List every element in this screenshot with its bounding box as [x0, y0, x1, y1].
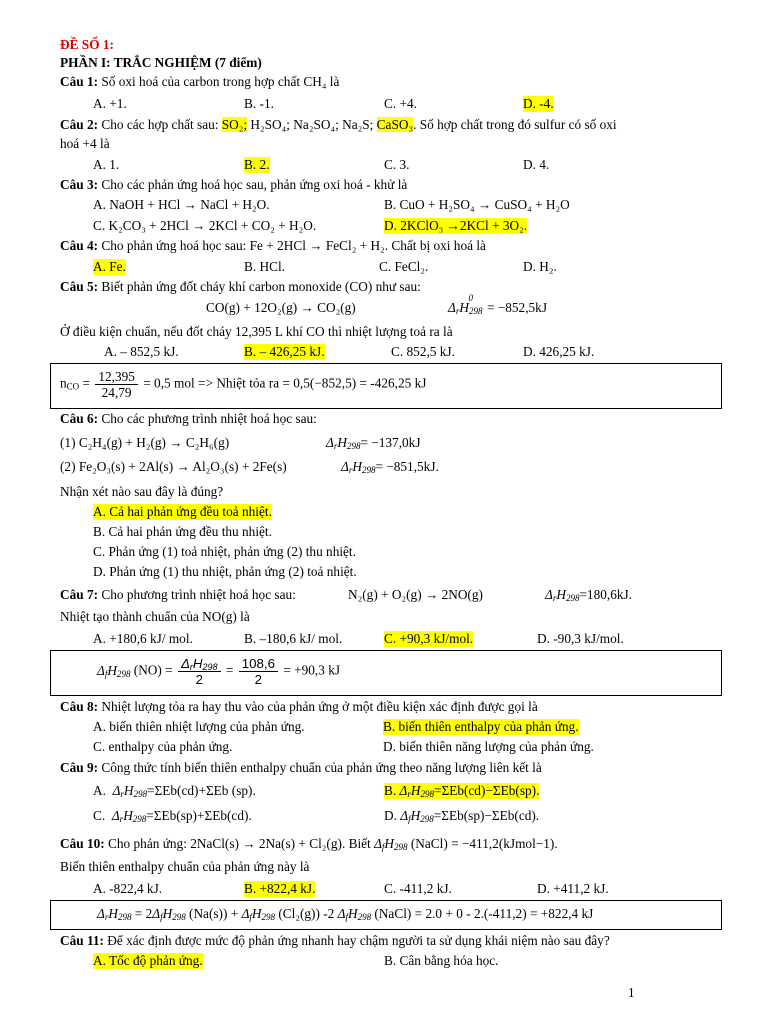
- question-label: Câu 10:: [60, 836, 105, 851]
- q4-option-b: B. HCl.: [244, 259, 286, 274]
- question-6: [60, 411, 317, 427]
- q6-reaction-2-enthalpy: $\Delta_rH_{298}= -851,5kJ$.: [341, 459, 439, 475]
- q2-line2: hoá +4 là: [60, 136, 110, 151]
- question-label: Câu 8:: [60, 699, 99, 714]
- q9-option-b: B. $\Delta_rH_{298}=\Sigma Eb(cd)-\Sigma Eb(sp)$.: [384, 783, 540, 799]
- q10-solution: $\Delta_rH_{298} = 2\Delta_fH_{298}$ $(Na(s)) + \Delta_fH_{298}$ (Cl₂(g)) -2 $\Delta_fH_{298}$ (NaCl) = 2.0 + 0 - 2.(-411,2) = +822,4 kJ: [97, 906, 594, 922]
- question-3: [60, 177, 407, 193]
- question-text: Nhiệt lượng tỏa ra hay thu vào của phản ứng ở một điều kiện xác định được gọi là: [101, 699, 538, 714]
- question-7: [60, 587, 296, 603]
- question-2: [60, 117, 617, 133]
- q2-option-b: B. 2.: [244, 157, 270, 172]
- question-text: Cho các phương trình nhiệt hoá học sau:: [101, 411, 317, 426]
- q11-option-b: B. Cân bằng hóa học.: [384, 953, 499, 968]
- q10-known: (NaCl) = −411,2(kJmol−1).: [410, 836, 558, 851]
- q4-option-d: D. H₂.: [523, 259, 557, 274]
- exam-title: ĐỀ SỐ 1:: [60, 37, 114, 52]
- q2-option-c: C. 3.: [384, 157, 410, 172]
- q7-option-d: D. -90,3 kJ/mol.: [537, 631, 624, 646]
- question-text-tail: . Số hợp chất trong đó sulfur có số oxi: [413, 117, 617, 132]
- q6-option-c: C. Phản ứng (1) toả nhiệt, phản ứng (2) thu nhiệt.: [93, 544, 356, 559]
- q10-option-a: A. -822,4 kJ.: [93, 881, 163, 896]
- question-label: Câu 11:: [60, 933, 104, 948]
- q8-option-b: B. biến thiên enthalpy của phản ứng.: [383, 719, 579, 734]
- q6-reaction-1-enthalpy: $\Delta_rH_{298}= -137,0kJ$: [326, 435, 421, 451]
- q3-option-b: B. CuO + H₂SO₄ → CuSO₄ + H₂O: [384, 197, 570, 212]
- q7-option-c: C. +90,3 kJ/mol.: [384, 631, 474, 646]
- q4-option-c: C. FeCl₂.: [379, 259, 429, 274]
- q2-option-d: D. 4.: [523, 157, 550, 172]
- q5-option-c: C. 852,5 kJ.: [391, 344, 455, 359]
- page-number: 1: [628, 985, 635, 1000]
- question-text: Số oxi hoá của carbon trong hợp chất CH₄ là: [101, 74, 340, 89]
- q1-option-a: A. +1.: [93, 96, 127, 111]
- q1-option-c: C. +4.: [384, 96, 417, 111]
- question-label: Câu 2:: [60, 117, 99, 132]
- question-label: Câu 5:: [60, 279, 99, 294]
- question-8: [60, 699, 538, 715]
- q6-reaction-2: (2) Fe₂O₃(s) + 2Al(s) → Al₂O₃(s) + 2Fe(s): [60, 459, 287, 474]
- q10-option-d: D. +411,2 kJ.: [537, 881, 609, 896]
- question-1: [60, 74, 339, 90]
- q2-compound-caso3: CaSO₃: [376, 117, 414, 132]
- q1-option-b: B. -1.: [244, 96, 274, 111]
- q5-solution: $n_{CO}$ = $\frac{12,395}{24,79}$ = 0,5 mol => Nhiệt tỏa ra = 0,5(−852,5) = -426,25 kJ: [60, 369, 427, 400]
- q7-option-b: B. –180,6 kJ/ mol.: [244, 631, 343, 646]
- question-4: [60, 238, 486, 254]
- q9-option-c: C. $\Delta_rH_{298}=\Sigma Eb(sp)+\Sigma Eb(cd)$.: [93, 808, 252, 824]
- q10-option-b: B. +822,4 kJ.: [244, 881, 316, 896]
- question-label: Câu 3:: [60, 177, 99, 192]
- q7-equation: N₂(g) + O₂(g) → 2NO(g): [348, 587, 483, 602]
- q5-equation: CO(g) + 12O₂(g) → CO₂(g): [206, 300, 356, 315]
- q2-compounds: H₂SO₄; Na₂SO₄; Na₂S;: [250, 117, 374, 132]
- q8-option-c: C. enthalpy của phản ứng.: [93, 739, 233, 754]
- q4-option-a: A. Fe.: [93, 259, 126, 274]
- q6-option-a: A. Cả hai phản ứng đều toả nhiệt.: [93, 504, 272, 519]
- q10-option-c: C. -411,2 kJ.: [384, 881, 452, 896]
- question-text: Cho phương trình nhiệt hoá học sau:: [101, 587, 296, 602]
- q5-option-b: B. – 426,25 kJ.: [244, 344, 325, 359]
- q9-option-a: A. $\Delta_rH_{298}=\Sigma Eb(cd)+\Sigma Eb$ (sp).: [93, 783, 256, 799]
- q6-option-b: B. Cả hai phản ứng đều thu nhiệt.: [93, 524, 272, 539]
- q10-ask: Biến thiên enthalpy chuẩn của phản ứng này là: [60, 859, 310, 874]
- q7-fraction-1: $\frac{\Delta_rH_{298}}{2}$: [178, 656, 221, 687]
- question-label: Câu 6:: [60, 411, 99, 426]
- q6-option-d: D. Phản ứng (1) thu nhiệt, phản ứng (2) toả nhiệt.: [93, 564, 357, 579]
- question-text: Cho phản ứng hoá học sau: Fe + 2HCl → FeCl₂ + H₂. Chất bị oxi hoá là: [101, 238, 486, 253]
- q5-option-d: D. 426,25 kJ.: [523, 344, 595, 359]
- q3-option-c: C. K₂CO₃ + 2HCl → 2KCl + CO₂ + H₂O.: [93, 218, 317, 233]
- q2-option-a: A. 1.: [93, 157, 120, 172]
- q8-option-a: A. biến thiên nhiệt lượng của phản ứng.: [93, 719, 305, 734]
- question-9: [60, 760, 542, 776]
- q3-option-d: D. 2KClO₃ →2KCl + 3O₂.: [384, 218, 528, 233]
- q5-enthalpy: $\Delta_rH_{298}^0= -852,5kJ$: [448, 292, 548, 316]
- question-text: Cho các hợp chất sau:: [101, 117, 219, 132]
- question-11: [60, 933, 610, 949]
- question-label: Câu 4:: [60, 238, 99, 253]
- question-text: Để xác định được mức độ phản ứng nhanh hay chậm người ta sử dụng khái niệm nào sau đây?: [107, 933, 610, 948]
- question-10: Câu 10: Cho phản ứng: 2NaCl(s) → 2Na(s) + Cl₂(g). Biết $\Delta_fH_{298}$ (NaCl) = −411,2(kJmol−1).: [60, 836, 558, 852]
- question-text: Biết phản ứng đốt cháy khí carbon monoxide (CO) như sau:: [101, 279, 421, 294]
- q7-fraction-2: $\frac{108,6}{2}$: [239, 656, 278, 687]
- q7-enthalpy: $\Delta_rH_{298}=180,6kJ$.: [545, 587, 633, 603]
- q5-fraction: $\frac{12,395}{24,79}$: [95, 369, 138, 400]
- q6-reaction-1: (1) C₂H₄(g) + H₂(g) → C₂H₆(g): [60, 435, 230, 450]
- question-label: Câu 1:: [60, 74, 99, 89]
- q6-ask: Nhận xét nào sau đây là đúng?: [60, 484, 224, 499]
- q5-line3: Ở điều kiện chuẩn, nếu đốt cháy 12,395 L khí CO thì nhiệt lượng toả ra là: [60, 324, 453, 339]
- q9-option-d: D. $\Delta_fH_{298}=\Sigma Eb(sp)-\Sigma Eb(cd)$.: [384, 808, 540, 824]
- q7-option-a: A. +180,6 kJ/ mol.: [93, 631, 193, 646]
- question-text: Cho các phản ứng hoá học sau, phản ứng oxi hoá - khử là: [101, 177, 408, 192]
- question-text: Cho phản ứng: 2NaCl(s) → 2Na(s) + Cl₂(g). Biết: [108, 836, 371, 851]
- question-text: Công thức tính biến thiên enthalpy chuẩn của phản ứng theo năng lượng liên kết là: [101, 760, 542, 775]
- q8-option-d: D. biến thiên năng lượng của phản ứng.: [383, 739, 594, 754]
- q11-option-a: A. Tốc độ phản ứng.: [93, 953, 203, 968]
- q3-option-a: A. NaOH + HCl → NaCl + H₂O.: [93, 197, 270, 212]
- question-5: [60, 279, 421, 295]
- q5-option-a: A. – 852,5 kJ.: [104, 344, 179, 359]
- question-label: Câu 7:: [60, 587, 99, 602]
- q1-option-d: D. -4.: [523, 96, 554, 111]
- q2-compound-so2: SO₂;: [221, 117, 248, 132]
- q7-ask: Nhiệt tạo thành chuẩn của NO(g) là: [60, 609, 250, 624]
- part-heading: PHẦN I: TRẮC NGHIỆM (7 điểm): [60, 55, 262, 70]
- question-label: Câu 9:: [60, 760, 99, 775]
- q7-solution: $\Delta_fH_{298}$ (NO) = $\frac{\Delta_rH_{298}}{2}$ = $\frac{108,6}{2}$ = +90,3 kJ: [97, 656, 341, 687]
